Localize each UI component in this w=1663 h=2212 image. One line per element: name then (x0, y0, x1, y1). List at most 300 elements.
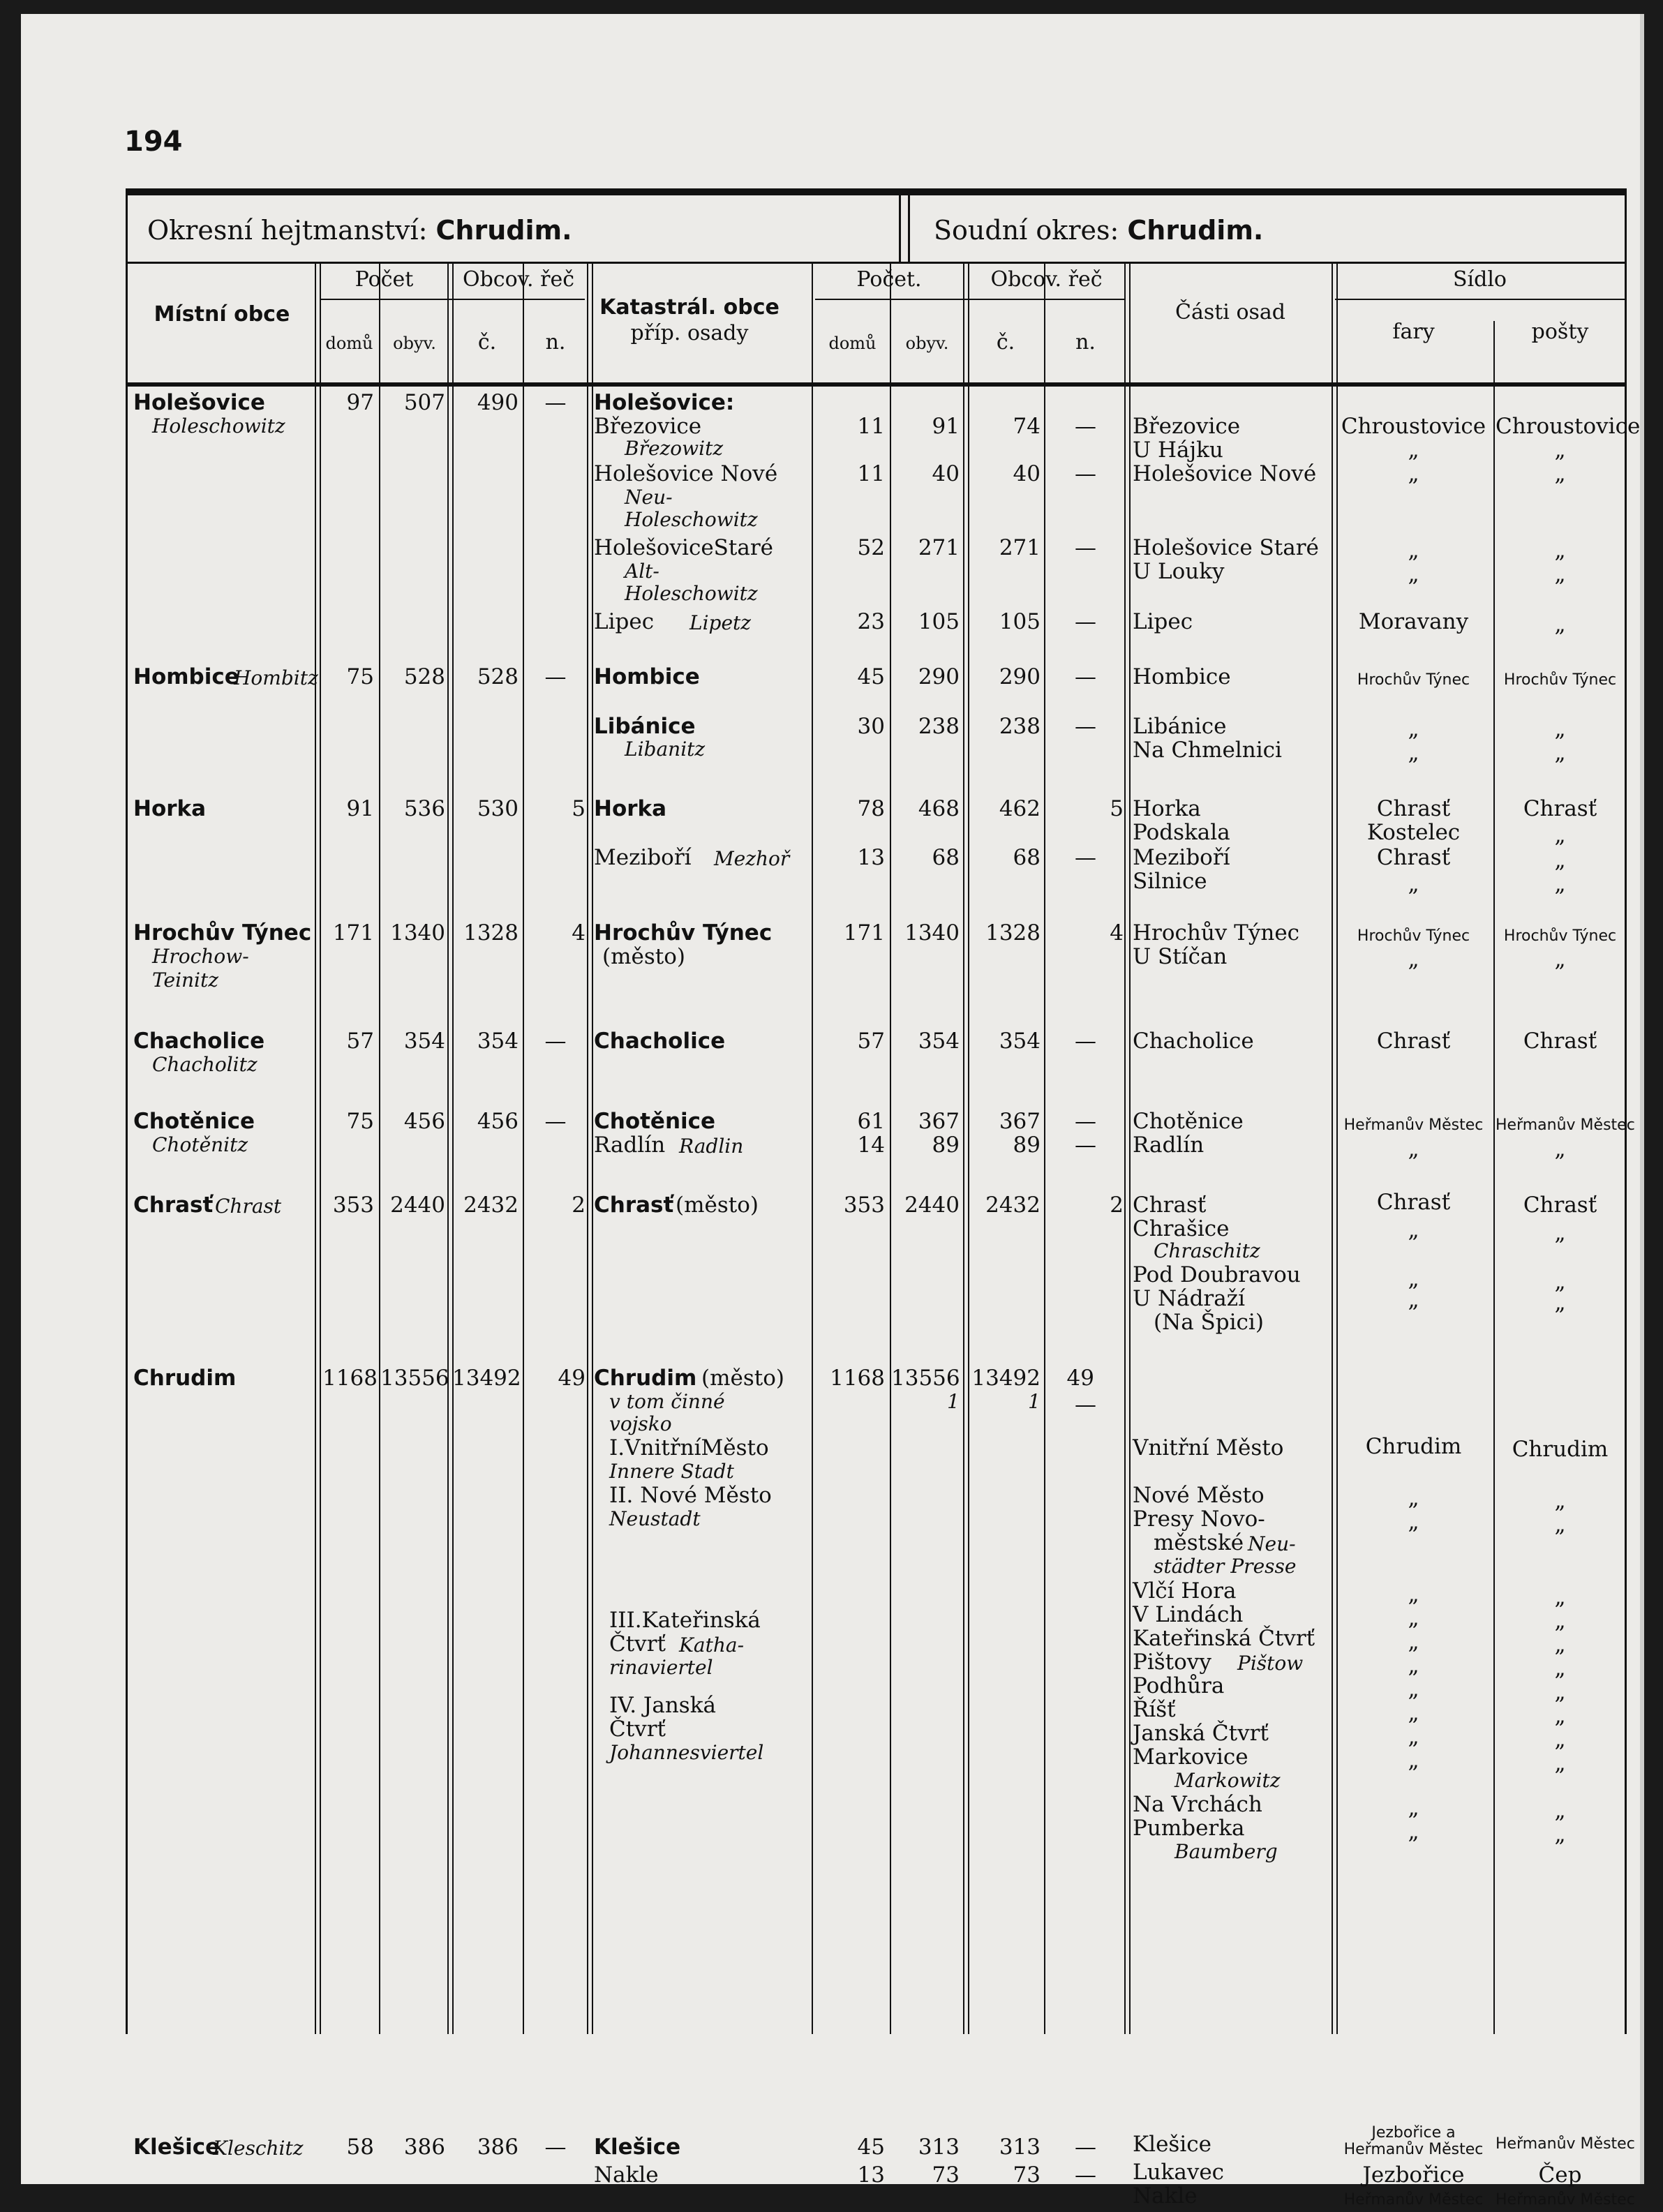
obec-name: Chotěnice (133, 1109, 255, 1134)
katastr-name-de: Holeschowitz (625, 508, 758, 531)
fara: Jezbořice a (1371, 2124, 1456, 2142)
posta: Chrudim (1512, 1437, 1609, 1462)
col-line (587, 264, 593, 2034)
fara: „ (1408, 1266, 1419, 1292)
katastr-name-de: Mezhoř (714, 847, 790, 870)
fara: Chrasť (1376, 796, 1451, 821)
cell-n: — (1075, 535, 1096, 560)
fara: „ (1408, 1724, 1419, 1749)
obec-name: Chrasť (133, 1193, 214, 1218)
cell-c: 74 (1013, 414, 1041, 439)
header-katastr: Katastrál. obce (599, 295, 780, 320)
cell-obyv: 40 (932, 461, 960, 486)
cell-c: 271 (999, 535, 1041, 560)
cell-domu: 23 (857, 609, 885, 634)
posta: „ (1554, 848, 1566, 873)
page-number: 194 (124, 126, 183, 158)
posta: „ (1554, 1608, 1566, 1634)
cell-n: — (1075, 609, 1096, 634)
obec-name-de: Kleschitz (213, 2137, 304, 2160)
cast-osady: Chrašice (1133, 1216, 1230, 1241)
fara: Moravany (1358, 609, 1469, 634)
title-divider (899, 195, 910, 262)
cell-n: — (1075, 2162, 1096, 2188)
cell-domu: 1168 (830, 1366, 885, 1391)
cast-osady: Kateřinská Čtvrť (1133, 1626, 1315, 1651)
cell-c: 13492 (971, 1366, 1041, 1391)
cell-domu: 58 (346, 2135, 374, 2160)
cell-obyv: 1340 (904, 920, 960, 946)
cell-domu: 30 (857, 714, 885, 739)
obec-name-de: Holeschowitz (152, 414, 285, 438)
fara: „ (1408, 461, 1419, 486)
cell-obyv: 68 (932, 845, 960, 870)
cell-n: 2 (572, 1193, 586, 1218)
fara: „ (1408, 740, 1419, 765)
col-line (379, 264, 380, 2034)
cast-osady: Říšť (1133, 1697, 1176, 1722)
cast-osady: Radlín (1133, 1133, 1205, 1158)
posta: Chrasť (1523, 1029, 1597, 1054)
posta: „ (1554, 438, 1566, 463)
katastr-name: Čtvrť (609, 1717, 666, 1742)
katastr-name: Březovice (594, 414, 702, 439)
cell-domu: 91 (346, 796, 374, 821)
header-obcov-rec: Obcov. řeč (462, 267, 575, 292)
cell-c: 68 (1013, 845, 1041, 870)
header-pocet-2: Počet. (856, 267, 922, 292)
cast-osady: Janská Čtvrť (1133, 1721, 1269, 1746)
header-casti-osad: Části osad (1175, 300, 1285, 324)
posta: „ (1554, 562, 1566, 587)
fara: „ (1408, 438, 1419, 463)
cell-c: 354 (999, 1029, 1041, 1054)
fara: „ (1408, 1795, 1419, 1821)
table-frame (126, 188, 1641, 2209)
cell-obyv: 313 (918, 2135, 960, 2160)
cell-domu: 97 (346, 390, 374, 415)
cell-c: 462 (999, 796, 1041, 821)
col-line (447, 264, 454, 2034)
cast-osady: Nakle (1133, 2183, 1198, 2209)
posta: Chroustovice (1496, 414, 1641, 439)
cell-n: 49 (558, 1366, 586, 1391)
posta: „ (1554, 717, 1566, 742)
katastr-name-de: Lipetz (689, 611, 752, 634)
cell-obyv: 13556 (891, 1366, 960, 1391)
cell-obyv: 89 (932, 1133, 960, 1158)
col-line (1493, 321, 1495, 2034)
posta: Heřmanův Městec (1496, 1116, 1635, 1134)
cast-osady: Březovice (1133, 414, 1241, 439)
cast-osady: Presy Novo- (1133, 1507, 1265, 1532)
cell-obyv: 354 (918, 1029, 960, 1054)
cast-osady: Lukavec (1133, 2160, 1225, 2185)
fara: „ (1408, 1653, 1419, 1678)
cell-n: — (544, 2135, 567, 2160)
katastr-name: Chacholice (594, 1029, 726, 1054)
cell-domu: 171 (332, 920, 374, 946)
cast-osady: Pod Doubravou (1133, 1262, 1301, 1287)
cell-c: 238 (999, 714, 1041, 739)
obec-name: Horka (133, 796, 207, 821)
katastr-name-de: Neustadt (609, 1507, 701, 1530)
posta: „ (1554, 1822, 1566, 1847)
cell-domu: 61 (857, 1109, 885, 1134)
katastr-name-note: (město) (602, 944, 685, 969)
cell-domu: 75 (346, 1109, 374, 1134)
posta: „ (1554, 947, 1566, 972)
cast-osady: Holešovice Nové (1133, 461, 1317, 486)
katastr-name: Hombice (594, 664, 700, 689)
katastr-name: Čtvrť (609, 1631, 666, 1657)
cell-obyv: 2440 (904, 1193, 960, 1218)
header-obcov-rec-2: Obcov. řeč (990, 267, 1103, 292)
posta: Chrasť (1523, 1193, 1597, 1218)
cell-n: 5 (572, 796, 586, 821)
cast-osady: městské (1154, 1530, 1244, 1555)
cast-osady: Chacholice (1133, 1029, 1254, 1054)
cell-c: 386 (477, 2135, 519, 2160)
cast-osady: Vlčí Hora (1133, 1578, 1237, 1604)
header-c-2: č. (996, 330, 1015, 354)
cell-n: — (1075, 714, 1096, 739)
posta: Chrasť (1523, 796, 1597, 821)
obec-name: Hrochův Týnec (133, 920, 312, 946)
cast-osady: Holešovice Staré (1133, 535, 1319, 560)
cell-c: 2432 (985, 1193, 1041, 1218)
cell-obyv: 290 (918, 664, 960, 689)
katastr-name: Lipec (594, 609, 655, 634)
header-sidlo: Sídlo (1452, 267, 1507, 292)
katastr-name-de: Johannesviertel (609, 1741, 764, 1764)
cell-n: — (544, 664, 567, 689)
col-line (523, 264, 524, 2034)
cell-domu: 45 (857, 664, 885, 689)
posta: „ (1554, 872, 1566, 897)
obec-name-de: Chotěnitz (152, 1133, 248, 1156)
posta: „ (1554, 740, 1566, 765)
cast-osady: Meziboří (1133, 845, 1230, 870)
fara: „ (1408, 1677, 1419, 1702)
katastr-name: HolešoviceStaré (594, 535, 774, 560)
cell-n: 2 (1110, 1193, 1124, 1218)
posta: „ (1554, 1290, 1566, 1315)
fara: Heřmanův Městec (1343, 2141, 1484, 2158)
cast-osady: Chotěnice (1133, 1109, 1244, 1134)
fara: Kostelec (1366, 820, 1461, 845)
cell-n: — (544, 1109, 567, 1134)
cell-n: — (1075, 1029, 1096, 1054)
cast-osady-de: Neu- (1248, 1532, 1296, 1555)
posta: Heřmanův Městec (1496, 2135, 1635, 2153)
cell-c: 13492 (452, 1366, 521, 1391)
katastr-name: Libánice (594, 714, 696, 739)
cell-domu: 353 (332, 1193, 374, 1218)
cell-obyv: 367 (918, 1109, 960, 1134)
cast-osady: Na Vrchách (1133, 1792, 1262, 1817)
cell-domu: 57 (857, 1029, 885, 1054)
header-n-2: n. (1075, 330, 1096, 354)
cell-obyv: 105 (918, 609, 960, 634)
fara: „ (1408, 1701, 1419, 1726)
obec-name-de: Chrast (215, 1195, 282, 1218)
cell-obyv: 468 (918, 796, 960, 821)
cell-n: — (544, 390, 567, 415)
katastr-name: Chrudim (594, 1366, 697, 1391)
cast-osady: Horka (1133, 796, 1201, 821)
cast-osady-de: Chraschitz (1154, 1239, 1260, 1262)
cast-osady: Podhůra (1133, 1673, 1225, 1698)
fara: „ (1408, 1287, 1419, 1313)
cell-obyv: 456 (403, 1109, 445, 1134)
cast-osady: U Nádraží (1133, 1286, 1245, 1311)
cell-domu: 171 (843, 920, 885, 946)
fara: „ (1408, 1582, 1419, 1607)
cell-obyv: 2440 (390, 1193, 445, 1218)
katastr-name-de: Holeschowitz (625, 582, 758, 605)
cast-osady: U Louky (1133, 559, 1225, 584)
header-domu: domů (325, 334, 373, 353)
cell-c: 490 (477, 390, 519, 415)
cell-c: 89 (1013, 1133, 1041, 1158)
cell-n: 4 (572, 920, 586, 946)
cell-c: 528 (477, 664, 519, 689)
posta: „ (1554, 1269, 1566, 1294)
cell-n: — (1075, 845, 1096, 870)
fara: „ (1408, 562, 1419, 587)
posta: Čep (1538, 2162, 1582, 2188)
fara: Hrochův Týnec (1357, 671, 1470, 689)
cast-osady: Silnice (1133, 869, 1207, 894)
cast-osady: Libánice (1133, 714, 1227, 739)
cast-osady: Na Chmelnici (1133, 738, 1282, 763)
fara: „ (1408, 538, 1419, 563)
obec-name: Chacholice (133, 1029, 265, 1054)
cell-c: 1328 (985, 920, 1041, 946)
katastr-name: IV. Janská (609, 1693, 716, 1718)
header-posty: pošty (1531, 320, 1589, 344)
fara: „ (1408, 717, 1419, 742)
cast-osady: Lipec (1133, 609, 1193, 634)
katastr-name: Holešovice: (594, 390, 735, 415)
header-pocet: Počet (355, 267, 414, 292)
posta: „ (1554, 1703, 1566, 1728)
cell-domu: 353 (843, 1193, 885, 1218)
fara: Heřmanův Městec (1343, 1116, 1484, 1134)
katastr-name: III.Kateřinská (609, 1608, 761, 1633)
cell-obyv: 13556 (380, 1366, 449, 1391)
obec-name: Holešovice (133, 390, 265, 415)
katastr-name: Chrasť (594, 1193, 674, 1218)
katastr-name-de: Březowitz (625, 437, 724, 460)
cell-obyv: 507 (403, 390, 445, 415)
katastr-name: II. Nové Město (609, 1483, 772, 1508)
cell-c: 354 (477, 1029, 519, 1054)
katastr-name: Klešice (594, 2135, 681, 2160)
katastr-name-de: Katha- (679, 1634, 745, 1657)
katastr-name-de: Neu- (625, 486, 673, 509)
katastr-name: I.VnitřníMěsto (609, 1435, 769, 1460)
header-domu-2: domů (828, 334, 877, 353)
katastr-name-de: Radlin (679, 1135, 744, 1158)
cell-n: 5 (1110, 796, 1124, 821)
katastr-name: Horka (594, 796, 667, 821)
katastr-name-de: Libanitz (625, 738, 706, 761)
cell-domu: 14 (857, 1133, 885, 1158)
fara: „ (1408, 1509, 1419, 1534)
obec-name: Hombice (133, 664, 239, 689)
cast-osady: Klešice (1133, 2132, 1211, 2157)
cell-c: 40 (1013, 461, 1041, 486)
cell-n: — (1075, 1109, 1096, 1134)
cell-domu: 11 (857, 461, 885, 486)
fara: Chrudim (1365, 1434, 1462, 1459)
katastr-name-de: Alt- (625, 560, 659, 583)
cell-domu: 52 (857, 535, 885, 560)
cell-c: 530 (477, 796, 519, 821)
cell-obyv: 238 (918, 714, 960, 739)
posta: „ (1554, 1751, 1566, 1776)
header-fary: fary (1392, 320, 1435, 344)
katastr-name: Nakle (594, 2162, 659, 2188)
cast-osady: Nové Město (1133, 1483, 1265, 1508)
katastr-note: v tom činné (609, 1390, 725, 1413)
cell-c: 1328 (463, 920, 519, 946)
cast-osady: U Stíčan (1133, 944, 1228, 969)
katastr-name-note: (město) (676, 1193, 759, 1218)
katastr-name: Chotěnice (594, 1109, 716, 1134)
fara: „ (1408, 872, 1419, 897)
title-bar (128, 195, 1625, 264)
posta: „ (1554, 1220, 1566, 1246)
posta: „ (1554, 461, 1566, 486)
cell-n: — (1075, 414, 1096, 439)
obec-name: Chrudim (133, 1366, 237, 1391)
court-title: Soudní okres: Chrudim. (934, 215, 1264, 246)
cast-osady: Pištovy (1133, 1650, 1211, 1675)
obec-name-de: Hombitz (234, 666, 318, 689)
cell-n: — (1075, 664, 1096, 689)
fara: Chrasť (1376, 1190, 1451, 1215)
cell-c: 290 (999, 664, 1041, 689)
fara: „ (1408, 947, 1419, 972)
fara: „ (1408, 1218, 1419, 1243)
cast-osady-de: städter Presse (1154, 1555, 1297, 1578)
posta: „ (1554, 1727, 1566, 1752)
header-subline-3 (1335, 299, 1625, 300)
posta: „ (1554, 1656, 1566, 1681)
cast-osady-de: Markowitz (1174, 1769, 1281, 1792)
cell-obyv: 1340 (390, 920, 445, 946)
col-line (812, 264, 813, 2034)
cast-osady: Pumberka (1133, 1816, 1245, 1841)
posta: „ (1554, 1680, 1566, 1705)
cell-c: 2432 (463, 1193, 519, 1218)
katastr-name: Hrochův Týnec (594, 920, 773, 946)
fara: Hrochův Týnec (1357, 927, 1470, 945)
katastr-note: vojsko (609, 1412, 672, 1435)
cell-domu: 45 (857, 2135, 885, 2160)
posta: „ (1554, 538, 1566, 563)
cast-osady: (Na Špici) (1154, 1310, 1264, 1335)
header-c: č. (477, 330, 497, 354)
cell-domu: 75 (346, 664, 374, 689)
cell-obyv: 354 (403, 1029, 445, 1054)
cell-domu: 1168 (322, 1366, 378, 1391)
posta: „ (1554, 612, 1566, 637)
header-n: n. (545, 330, 566, 354)
page-sheet (21, 14, 1644, 2209)
posta: „ (1554, 1798, 1566, 1823)
cast-osady-de: Pištow (1237, 1652, 1304, 1675)
posta: „ (1554, 1137, 1566, 1162)
cell-obyv: 528 (403, 664, 445, 689)
cast-osady: Markovice (1133, 1744, 1248, 1770)
district-title: Okresní hejtmanství: Chrudim. (147, 215, 572, 246)
column-header (128, 264, 1625, 387)
katastr-name: Meziboří (594, 845, 692, 870)
cell-c: 456 (477, 1109, 519, 1134)
header-obyv-2: obyv. (905, 334, 949, 353)
cast-osady: Hombice (1133, 664, 1231, 689)
cell-obyv: 271 (918, 535, 960, 560)
cell-c: 1 (1028, 1390, 1041, 1413)
fara: „ (1408, 1606, 1419, 1631)
cell-n: 49 (1066, 1366, 1094, 1391)
obec-name: Klešice (133, 2135, 221, 2160)
cell-c: 367 (999, 1109, 1041, 1134)
cell-c: 73 (1013, 2162, 1041, 2188)
katastr-name-note: (město) (701, 1366, 784, 1391)
header-subline-2 (815, 299, 1126, 300)
cell-domu: 57 (346, 1029, 374, 1054)
cell-n: — (1075, 461, 1096, 486)
header-katastr-2: příp. osady (630, 321, 749, 345)
fara: „ (1408, 1819, 1419, 1844)
posta: Heřmanův Městec (1496, 2191, 1635, 2209)
katastr-name: Radlín (594, 1133, 666, 1158)
cell-domu: 13 (857, 2162, 885, 2188)
cell-obyv: 386 (403, 2135, 445, 2160)
obec-name-de: Hrochow- (152, 945, 249, 968)
katastr-name-de: rinaviertel (609, 1656, 713, 1679)
cell-domu: 78 (857, 796, 885, 821)
obec-name-de: Chacholitz (152, 1053, 258, 1076)
cast-osady: V Lindách (1133, 1602, 1244, 1627)
cell-c: 105 (999, 609, 1041, 634)
cell-obyv: 91 (932, 414, 960, 439)
fara: Chrasť (1376, 845, 1451, 870)
cell-n: — (1075, 1133, 1096, 1158)
fara: Jezbořice (1362, 2162, 1465, 2188)
cell-domu: 11 (857, 414, 885, 439)
header-mistni-obce: Místní obce (154, 302, 290, 327)
katastr-name-de: Innere Stadt (609, 1460, 734, 1483)
cast-osady: U Hájku (1133, 438, 1223, 463)
katastr-name: Holešovice Nové (594, 461, 778, 486)
cell-n: — (1075, 1392, 1096, 1417)
posta: „ (1554, 823, 1566, 848)
fara: „ (1408, 1137, 1419, 1162)
cell-obyv: 1 (947, 1390, 960, 1413)
cell-domu: 13 (857, 845, 885, 870)
posta: „ (1554, 1632, 1566, 1657)
posta: „ (1554, 1488, 1566, 1514)
fara: Heřmanův Městec (1343, 2191, 1484, 2209)
fara: Chroustovice (1341, 414, 1486, 439)
cell-obyv: 536 (403, 796, 445, 821)
